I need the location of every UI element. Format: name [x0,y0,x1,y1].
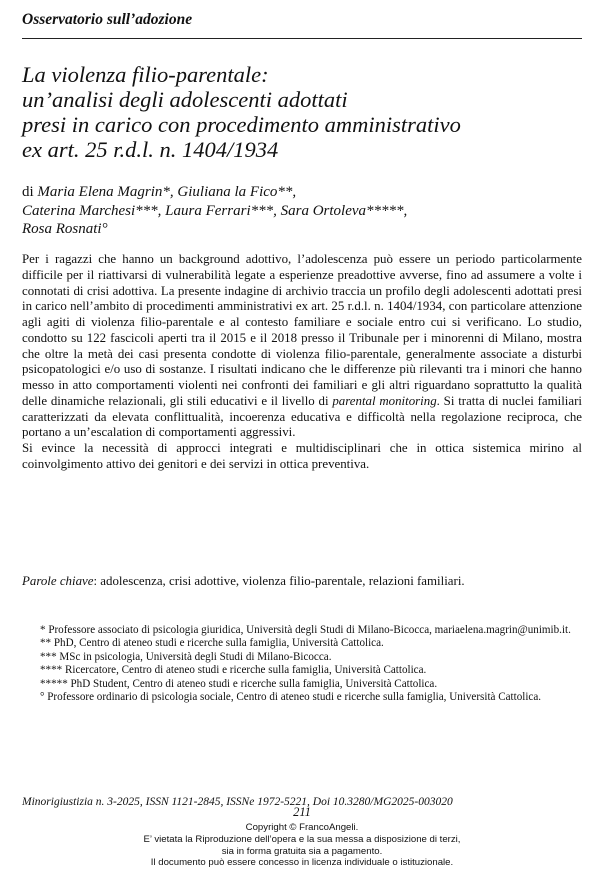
author-prefix: di [22,184,34,200]
abstract-paragraph: Si evince la necessità di approcci integrati e multidisciplinari che in ottica sistemica mirino al coinvolgimento attivo dei genitori e dei servizi in ottica preventiva. [22,441,582,471]
copyright-line: Il documento può essere concesso in licenza individuale o istituzionale. [150,857,454,869]
abstract-text: Per i ragazzi che hanno un background adottivo, l’adolescenza può essere un periodo particolarmente difficile per il riattivarsi di vulnerabilità legate a esperienze preadottive avverse, fino ad assumere a volte i connotati di crisi adottiva. La presente indagine di archivio traccia un profilo degli adolescenti adottati presi in carico nell’ambito di procedimenti amministrativi ex art. 25 r.d.l. n. 1404/1934, con particolare attenzione agli agiti di violenza filio-parentale e al contesto familiare e sociale entro cui si verificano. Lo studio, condotto su 122 fascicoli aperti tra il 2015 e il 2018 presso il Tribunale per i minorenni di Milano, mostra che oltre la metà dei casi presenta condotte di violenza filio-parentale, generalmente associate a disturbi psicopatologici e/o uso di sostanze. I risultati indicano che le differenze più rilevanti tra i minori che hanno messo in atto comportamenti violenti nei confronti dei familiari e gli altri riguardano soprattutto la qualità delle dinamiche relazionali, gli stili educativi e il livello di [22,252,582,408]
copyright-line: E’ vietata la Riproduzione dell’opera e la sua messa a disposizione di terzi, [143,833,461,845]
footnote: ** PhD, Centro di ateneo studi e ricerche sulla famiglia, Università Cattolica. [40,637,384,650]
keywords [22,574,582,589]
journal-citation: Minorigiustizia n. 3-2025, ISSN 1121-2845, ISSNe 1972-5221, Doi 10.3280/MG2025-003020 [22,796,453,808]
title-line: ex art. 25 r.d.l. n. 1404/1934 [22,137,279,162]
title-line: un’analisi degli adolescenti adottati [22,87,348,112]
author-names: Caterina Marchesi***, Laura Ferrari***, Sara Ortoleva*****, [22,202,408,219]
abstract-text: . Si tratta di nuclei familiari caratterizzati da elevata conflittualità, incoerenza educativa e difficoltà nella regolazione reciproca, che portano a un’escalation di comportamenti aggressivi. [22,393,582,440]
footnote: * Professore associato di psicologia giuridica, Università degli Studi di Milano-Bicocca, mariaelena.magrin@unimib.it. [40,624,571,636]
abstract [22,252,582,473]
title-line: La violenza filio-parentale: [22,62,269,87]
author-list [22,183,582,239]
footnote: *** MSc in psicologia, Università degli Studi di Milano-Bicocca. [40,650,332,663]
abstract-paragraph [22,252,582,441]
copyright-line: Copyright © FrancoAngeli. [245,822,359,833]
footnote: ° Professore ordinario di psicologia sociale, Centro di ateneo studi e ricerche sulla famiglia, Università Cattolica. [40,691,542,704]
copyright-notice [22,822,582,869]
header-rule [22,38,582,39]
keywords-label: Parole chiave [22,574,94,588]
title-line: presi in carico con procedimento amministrativo [22,112,461,137]
author-names: Rosa Rosnati° [22,221,108,237]
footnote: ***** PhD Student, Centro di ateneo studi e ricerche sulla famiglia, Università Cattolica. [40,677,438,690]
keywords-text: : adolescenza, crisi adottive, violenza filio-parentale, relazioni familiari. [93,574,465,588]
copyright-line: sia in forma gratuita sia a pagamento. [221,845,383,857]
page-number: 211 [293,805,311,819]
footnotes [22,624,582,704]
section-header: Osservatorio sull’adozione [22,11,193,28]
abstract-emphasis: parental monitoring [332,393,437,408]
author-names: Maria Elena Magrin*, Giuliana la Fico**, [37,184,297,200]
footnote: **** Ricercatore, Centro di ateneo studi e ricerche sulla famiglia, Università Cattolica. [40,664,427,677]
article-title [22,62,582,162]
